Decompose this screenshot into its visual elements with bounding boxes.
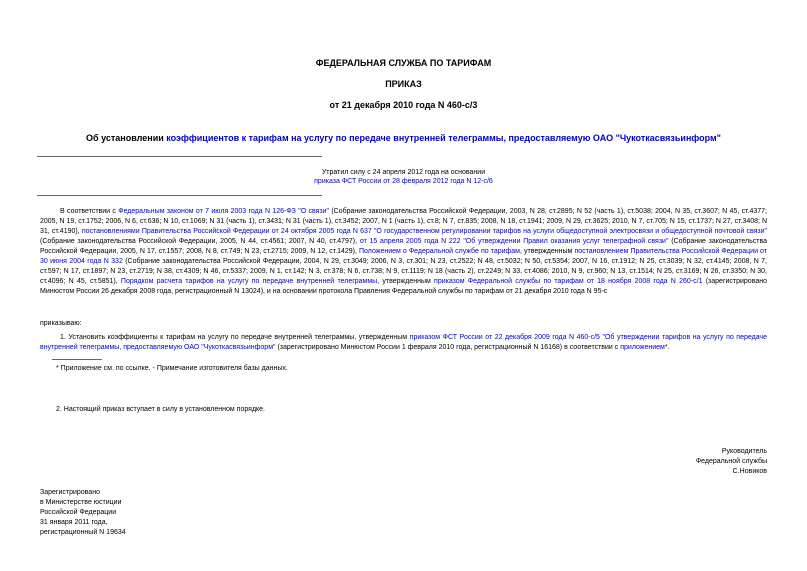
preamble-text: (Собрание законодательства Российской Федерации, 2003, N 28, ст.2895; N 52 (часть 1), ст.5038; 2004, N 35, ст.3607; N 45, ст.4377; 2005, N 19, ст.1752; 2006, N 6, ст.636; N 10, ст.1069; N 31 (часть 1), ст.3431; N 31 (часть 1), ст.3452; 2007, N 1 (часть 1), ст.8; N 7, ст.835; 2008, N 18, ст.1941; 2009, N 29, ст.3625; 2010, N 7, ст.705; N 15, ст.1737; N 27, ст.3408; N 31, ст.4190), xyxy=(40,208,767,235)
link-order-260[interactable]: приказом Федеральной службы по тарифам от 18 ноября 2008 года N 260-с/1 xyxy=(434,278,703,285)
signature-block xyxy=(696,447,767,477)
doc-date-number: от 21 декабря 2010 года N 460-с/3 xyxy=(329,100,478,110)
signature-position: Руководитель xyxy=(721,448,767,455)
status-line: Утратил силу с 24 апреля 2012 года на основании xyxy=(321,169,486,176)
ordering-word: приказываю: xyxy=(40,320,82,327)
registration-line: в Министерстве юстиции xyxy=(40,499,122,506)
preamble-text: (Собрание законодательства Российской Федерации, 2005, N 17, ст.1557; 2008, N 8, ст.749; N 23, ст.2715; 2009, N 12, ст.1429), xyxy=(40,238,768,255)
registration-block xyxy=(40,488,126,538)
signature-agency: Федеральной службы xyxy=(695,458,767,465)
title-link[interactable]: коэффициентов к тарифам на услугу по передаче внутренней телеграммы, предоставляемую ОАО "Чукоткасвязьинформ" xyxy=(166,133,721,143)
link-resolution-332[interactable]: постановлением Правительства Российской Федерации от 30 июня 2004 года N 332 xyxy=(40,248,767,265)
item-text: *. xyxy=(664,344,670,351)
preamble-text: (Собрание законодательства Российской Федерации, 2004, N 29, ст.3049; 2006, N 3, ст.301; N 23, ст.2522; N 48, ст.5032; N 50, ст.5354; 2007, N 16, ст.1912; N 25, ст.3039; N 32, ст.4145; 2008, N 7, ст.597; N 17, ст.1897; N 23, ст.2719; N 38, ст.4309; N 46, ст.5337; 2009, N 1, ст.142; N 3, ст.378; N 6, ст.738; N 9, ст.1119; N 18 (часть 2), ст.2249; N 33, ст.4086; 2010, N 9, ст.960; N 13, ст.1514; N 25, ст.3169; N 26, ст.3350; N 30, ст.4096; N 45, ст.5851), xyxy=(40,258,767,285)
footnote-divider xyxy=(52,359,102,360)
link-fst-regulation[interactable]: Положением о Федеральной службе по тарифам xyxy=(359,248,520,255)
link-law-126fz[interactable]: Федеральным законом от 7 июля 2003 года N 126-ФЗ "О связи" xyxy=(118,208,330,215)
preamble-text: , утвержденным xyxy=(377,278,435,285)
preamble-text: (Собрание законодательства Российской Федерации, 2005, N 44, ст.4561; 2007, N 40, ст.4797), xyxy=(40,238,360,245)
link-resolution-637[interactable]: постановлениями Правительства Российской Федерации от 24 октября 2005 года N 637 "О государственном регулировании тарифов на услуги общедоступной электросвязи и общедоступной почтовой связи" xyxy=(81,228,767,235)
status-block xyxy=(0,168,807,187)
item-2: 2. Настоящий приказ вступает в силу в установленном порядке. xyxy=(56,406,266,413)
preamble-text: В соответствии с xyxy=(60,208,119,215)
agency-name: ФЕДЕРАЛЬНАЯ СЛУЖБА ПО ТАРИФАМ xyxy=(315,58,492,68)
divider-top xyxy=(37,156,322,157)
link-order-460[interactable]: приказом ФСТ России от 22 декабря 2009 года N 460-с/5 "Об утверждении тарифов на услугу по передаче внутренней телеграммы, предоставляемую ОАО "Чукоткасвязьинформ" xyxy=(40,334,767,351)
page-title xyxy=(40,133,767,143)
doc-type: ПРИКАЗ xyxy=(385,79,422,89)
link-appendix[interactable]: приложением xyxy=(620,344,665,351)
divider-status xyxy=(37,195,322,196)
title-prefix: Об установлении xyxy=(86,133,167,143)
registration-line: Зарегистрировано xyxy=(40,489,100,496)
item-text: 1. Установить коэффициенты к тарифам на услугу по передаче внутренней телеграммы, утвержденным xyxy=(60,334,410,341)
link-resolution-222[interactable]: от 15 апреля 2005 года N 222 "Об утверждении Правил оказания услуг телеграфной связи" xyxy=(359,238,669,245)
link-tariff-procedure[interactable]: Порядком расчета тарифов на услугу по передаче внутренней телеграммы xyxy=(120,278,378,285)
registration-date: 31 января 2011 года, xyxy=(40,519,108,526)
item-text: (зарегистрировано Минюстом России 1 февраля 2010 года, регистрационный N 16168) в соответствии с xyxy=(275,344,621,351)
footnote: * Приложение см. по ссылке. - Примечание изготовителя базы данных. xyxy=(56,365,288,372)
registration-number: регистрационный N 19634 xyxy=(40,529,126,536)
preamble-text: , утвержденным xyxy=(519,248,575,255)
item-1-paragraph xyxy=(40,333,767,353)
preamble-text: (зарегистрировано Минюстом России 26 декабря 2008 года, регистрационный N 13024), и на основании протокола Правления Федеральной службы по тарифам от 21 декабря 2010 года N 95-с xyxy=(40,278,767,295)
status-link[interactable]: приказа ФСТ России от 28 февраля 2012 года N 12-с/6 xyxy=(314,178,493,186)
preamble-paragraph xyxy=(40,207,767,297)
registration-line: Российской Федерации xyxy=(40,509,117,516)
signature-name: С.Новиков xyxy=(732,468,767,475)
